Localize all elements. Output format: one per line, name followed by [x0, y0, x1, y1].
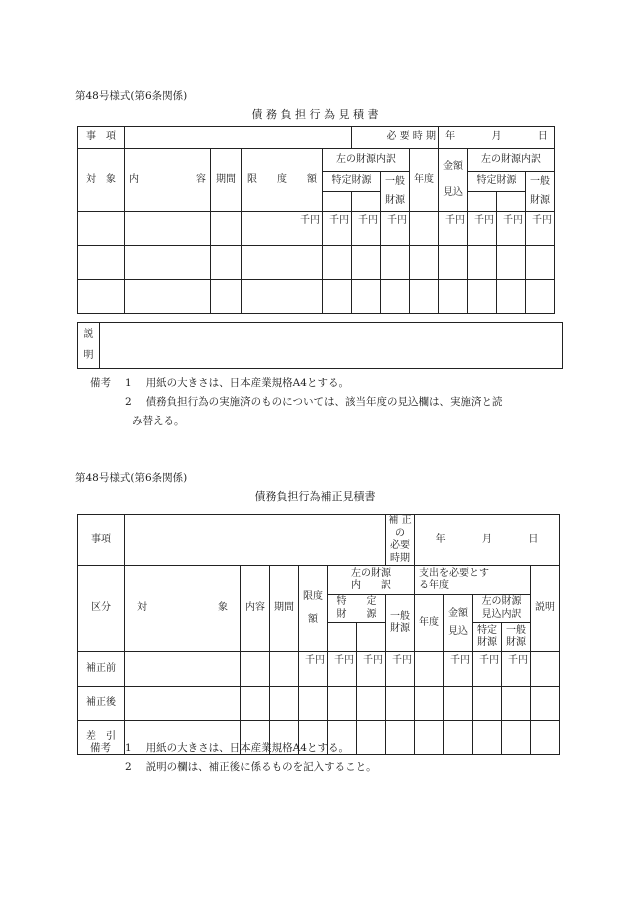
notes1-line2 — [125, 393, 502, 412]
toku-label-2: 財 源 — [336, 608, 377, 620]
taisho-header-2 — [125, 566, 241, 652]
unit-ippan-3: 千円 — [386, 652, 415, 687]
tokutei-sub-c — [468, 192, 497, 212]
mikomi-hdr-2: 見込内訳 — [481, 608, 522, 620]
zaigen-label-4: 財源 — [506, 637, 526, 648]
cell[interactable] — [125, 652, 241, 687]
notes1-n1-num: 1 — [125, 377, 132, 389]
tokutei-sub-a — [323, 192, 352, 212]
cell[interactable] — [323, 246, 352, 280]
cell[interactable] — [531, 721, 560, 755]
form1-label: 第48号様式(第6条関係) — [75, 90, 188, 102]
zaigen-label-2: 財源 — [530, 194, 550, 206]
unit-toku-b: 千円 — [357, 652, 386, 687]
kikan-header-2: 期間 — [270, 566, 299, 652]
cell[interactable] — [381, 246, 410, 280]
unit-tokutei-b: 千円 — [352, 212, 381, 246]
date-year-2: 年 — [435, 533, 446, 545]
shishutsu-header — [415, 566, 531, 595]
taisho-left: 対 — [137, 602, 147, 614]
cell[interactable] — [270, 652, 299, 687]
cell[interactable] — [357, 687, 386, 721]
cell[interactable] — [386, 687, 415, 721]
cell[interactable] — [125, 687, 241, 721]
notes1-n2-num: 2 — [125, 396, 132, 408]
cell[interactable] — [242, 280, 323, 314]
table-row — [78, 212, 555, 246]
notes2-line1 — [90, 739, 349, 758]
cell[interactable] — [410, 212, 439, 246]
table-row — [78, 246, 555, 280]
table-row — [78, 280, 555, 314]
hitsuyou-jiki-header: 必 要 時 期 — [352, 127, 439, 149]
cell[interactable] — [473, 687, 502, 721]
cell[interactable] — [439, 280, 468, 314]
toku-label-1: 特 定 — [336, 596, 377, 607]
tokutei-label-1: 特定 — [477, 624, 497, 636]
hidari-zaigen-header: 左の財源内訳 — [323, 149, 410, 172]
unit-ippan-2: 千円 — [526, 212, 555, 246]
ippan-label-2: 一般 — [530, 176, 550, 187]
cell[interactable] — [444, 721, 473, 755]
naiyou-header — [125, 149, 211, 212]
cell[interactable] — [502, 721, 531, 755]
hidari-label-2: 内 訳 — [351, 580, 391, 591]
notes1-n1: 用紙の大きさは、日本産業規格A4とする。 — [145, 377, 349, 389]
toku-header — [328, 595, 386, 623]
cell[interactable] — [299, 687, 328, 721]
cell[interactable] — [352, 280, 381, 314]
naiyou-right: 容 — [196, 173, 206, 185]
setsumei-char-2: 明 — [83, 349, 94, 361]
tokutei-label-2: 財源 — [477, 637, 497, 648]
toku-sub-b — [357, 623, 386, 652]
mikomi-hdr-1: 左の財源 — [481, 596, 522, 607]
cell[interactable] — [410, 280, 439, 314]
ippan-header-3 — [502, 623, 531, 652]
cell[interactable] — [531, 652, 560, 687]
shishutsu-label-2: る年度 — [419, 580, 449, 591]
hidari-zaigen-header-2: 左の財源内訳 — [468, 149, 555, 172]
kingaku-mikomi-header — [439, 149, 468, 212]
date-year: 年 — [445, 131, 456, 143]
unit-kingaku-2: 千円 — [444, 652, 473, 687]
cell[interactable] — [328, 687, 357, 721]
cell[interactable] — [468, 280, 497, 314]
cell[interactable] — [125, 246, 211, 280]
nendo-header-2: 年度 — [415, 595, 444, 652]
cell[interactable] — [439, 246, 468, 280]
date-field-2[interactable] — [415, 515, 560, 566]
form2-title: 債務負担行為補正見積書 — [254, 490, 376, 503]
tokutei-header-3 — [473, 623, 502, 652]
gendo-header-2 — [299, 566, 328, 652]
jikou-header: 事 項 — [78, 127, 125, 149]
kingaku-header-2 — [444, 595, 473, 652]
form1-title: 債 務 負 担 行 為 見 積 書 — [251, 108, 379, 121]
notes1-head: 備考 — [90, 377, 111, 389]
cell[interactable] — [415, 721, 444, 755]
jikou-header-2: 事項 — [78, 515, 125, 566]
cell[interactable] — [125, 280, 211, 314]
taisho-right: 象 — [218, 602, 228, 614]
mikomi-label-2: 見込 — [448, 626, 468, 637]
date-month: 月 — [491, 131, 502, 143]
date-day: 日 — [537, 131, 548, 143]
cell[interactable] — [497, 246, 526, 280]
hosei-table — [77, 514, 560, 755]
cell[interactable] — [241, 687, 270, 721]
unit-tokutei-d: 千円 — [497, 212, 526, 246]
cell[interactable] — [526, 280, 555, 314]
cell[interactable] — [211, 246, 242, 280]
cell[interactable] — [78, 212, 125, 246]
notes2-n1-num: 1 — [125, 742, 132, 754]
gendo-label-2: 額 — [308, 613, 318, 625]
tokutei-zaigen-header-2: 特定財源 — [468, 172, 526, 192]
cell[interactable] — [381, 280, 410, 314]
mikomi-label: 見込 — [443, 187, 463, 198]
unit-tokutei-c: 千円 — [468, 212, 497, 246]
unit-tokutei-3: 千円 — [473, 652, 502, 687]
toku-sub-a — [328, 623, 357, 652]
estimate-table — [77, 126, 555, 314]
kingaku-label: 金額 — [443, 160, 463, 172]
notes1-line1 — [90, 374, 349, 393]
cell[interactable] — [78, 280, 125, 314]
ippan-zaigen-header — [381, 172, 410, 212]
zaigen-label-3: 財源 — [390, 623, 410, 634]
cell[interactable] — [526, 246, 555, 280]
kikan-header: 期間 — [211, 149, 242, 212]
cell[interactable] — [352, 246, 381, 280]
cell[interactable] — [270, 687, 299, 721]
ippan-header-2 — [386, 595, 415, 652]
unit-gendo-2: 千円 — [299, 652, 328, 687]
notes2-n2-num: 2 — [125, 761, 132, 773]
naiyou-header-2: 内容 — [241, 566, 270, 652]
setsumei-header-2: 説明 — [531, 566, 560, 652]
hosei-jiki-2: 必要時期 — [390, 540, 410, 564]
notes2-n2: 説明の欄は、補正後に係るものを記入すること。 — [145, 761, 377, 773]
row-label-diff: 差 引 — [78, 721, 125, 755]
taisho-header: 対 象 — [78, 149, 125, 212]
unit-ippan-4: 千円 — [502, 652, 531, 687]
row-label-after: 補正後 — [78, 687, 125, 721]
hidari-zaigen-header-3 — [328, 566, 415, 595]
jikou-field-2[interactable] — [125, 515, 386, 566]
notes1-line3: み替える。 — [132, 415, 185, 427]
setsumei-char-1: 説 — [83, 329, 94, 340]
mikomi-naiyaku-header — [473, 595, 531, 623]
notes1-n2a: 債務負担行為の実施済のものについては、該当年度の見込欄は、実施済と読 — [145, 396, 503, 408]
notes2-n1: 用紙の大きさは、日本産業規格A4とする。 — [145, 742, 349, 754]
cell[interactable] — [386, 721, 415, 755]
zaigen-label: 財源 — [385, 194, 405, 206]
kingaku-label-2: 金額 — [448, 607, 468, 619]
cell[interactable] — [468, 246, 497, 280]
cell[interactable] — [323, 280, 352, 314]
row-label-before: 補正前 — [78, 652, 125, 687]
notes2-head: 備考 — [90, 742, 111, 754]
table-row — [78, 687, 560, 721]
cell[interactable] — [473, 721, 502, 755]
cell[interactable] — [357, 721, 386, 755]
ippan-zaigen-header-2 — [526, 172, 555, 212]
ippan-label-4: 一般 — [506, 624, 526, 636]
unit-kingaku: 千円 — [439, 212, 468, 246]
date-month-2: 月 — [482, 533, 492, 545]
cell[interactable] — [78, 246, 125, 280]
form2-label: 第48号様式(第6条関係) — [75, 472, 188, 484]
unit-tokutei-a: 千円 — [323, 212, 352, 246]
kubun-header: 区分 — [78, 566, 125, 652]
cell[interactable] — [415, 652, 444, 687]
hosei-jiki-1: 補 正 の — [388, 515, 412, 539]
tokutei-sub-d — [497, 192, 526, 212]
tokutei-zaigen-header: 特定財源 — [323, 172, 381, 192]
date-field[interactable] — [439, 127, 555, 149]
setsumei-field[interactable] — [100, 323, 563, 369]
setsumei-header — [78, 323, 100, 369]
cell[interactable] — [502, 687, 531, 721]
gendo-header: 限 度 額 — [242, 149, 323, 212]
setsumei-table — [77, 322, 563, 369]
cell[interactable] — [241, 652, 270, 687]
table-row — [78, 652, 560, 687]
cell[interactable] — [415, 687, 444, 721]
jikou-field[interactable] — [125, 127, 352, 149]
gendo-label-1: 限度 — [303, 591, 323, 602]
cell[interactable] — [125, 212, 211, 246]
cell[interactable] — [444, 687, 473, 721]
nendo-header: 年度 — [410, 149, 439, 212]
cell[interactable] — [211, 212, 242, 246]
cell[interactable] — [242, 246, 323, 280]
tokutei-sub-b — [352, 192, 381, 212]
ippan-label: 一般 — [385, 176, 405, 187]
date-day-2: 日 — [528, 533, 539, 545]
unit-gendo: 千円 — [242, 212, 323, 246]
cell[interactable] — [410, 246, 439, 280]
cell[interactable] — [497, 280, 526, 314]
unit-toku-a: 千円 — [328, 652, 357, 687]
unit-ippan: 千円 — [381, 212, 410, 246]
hidari-label-1: 左の財源 — [351, 567, 391, 579]
shishutsu-label-1: 支出を必要とす — [419, 567, 489, 579]
cell[interactable] — [211, 280, 242, 314]
naiyou-left: 内 — [129, 173, 139, 185]
notes2-line2 — [125, 758, 377, 777]
hosei-jiki-header — [386, 515, 415, 566]
cell[interactable] — [531, 687, 560, 721]
ippan-label-3: 一般 — [390, 610, 410, 622]
